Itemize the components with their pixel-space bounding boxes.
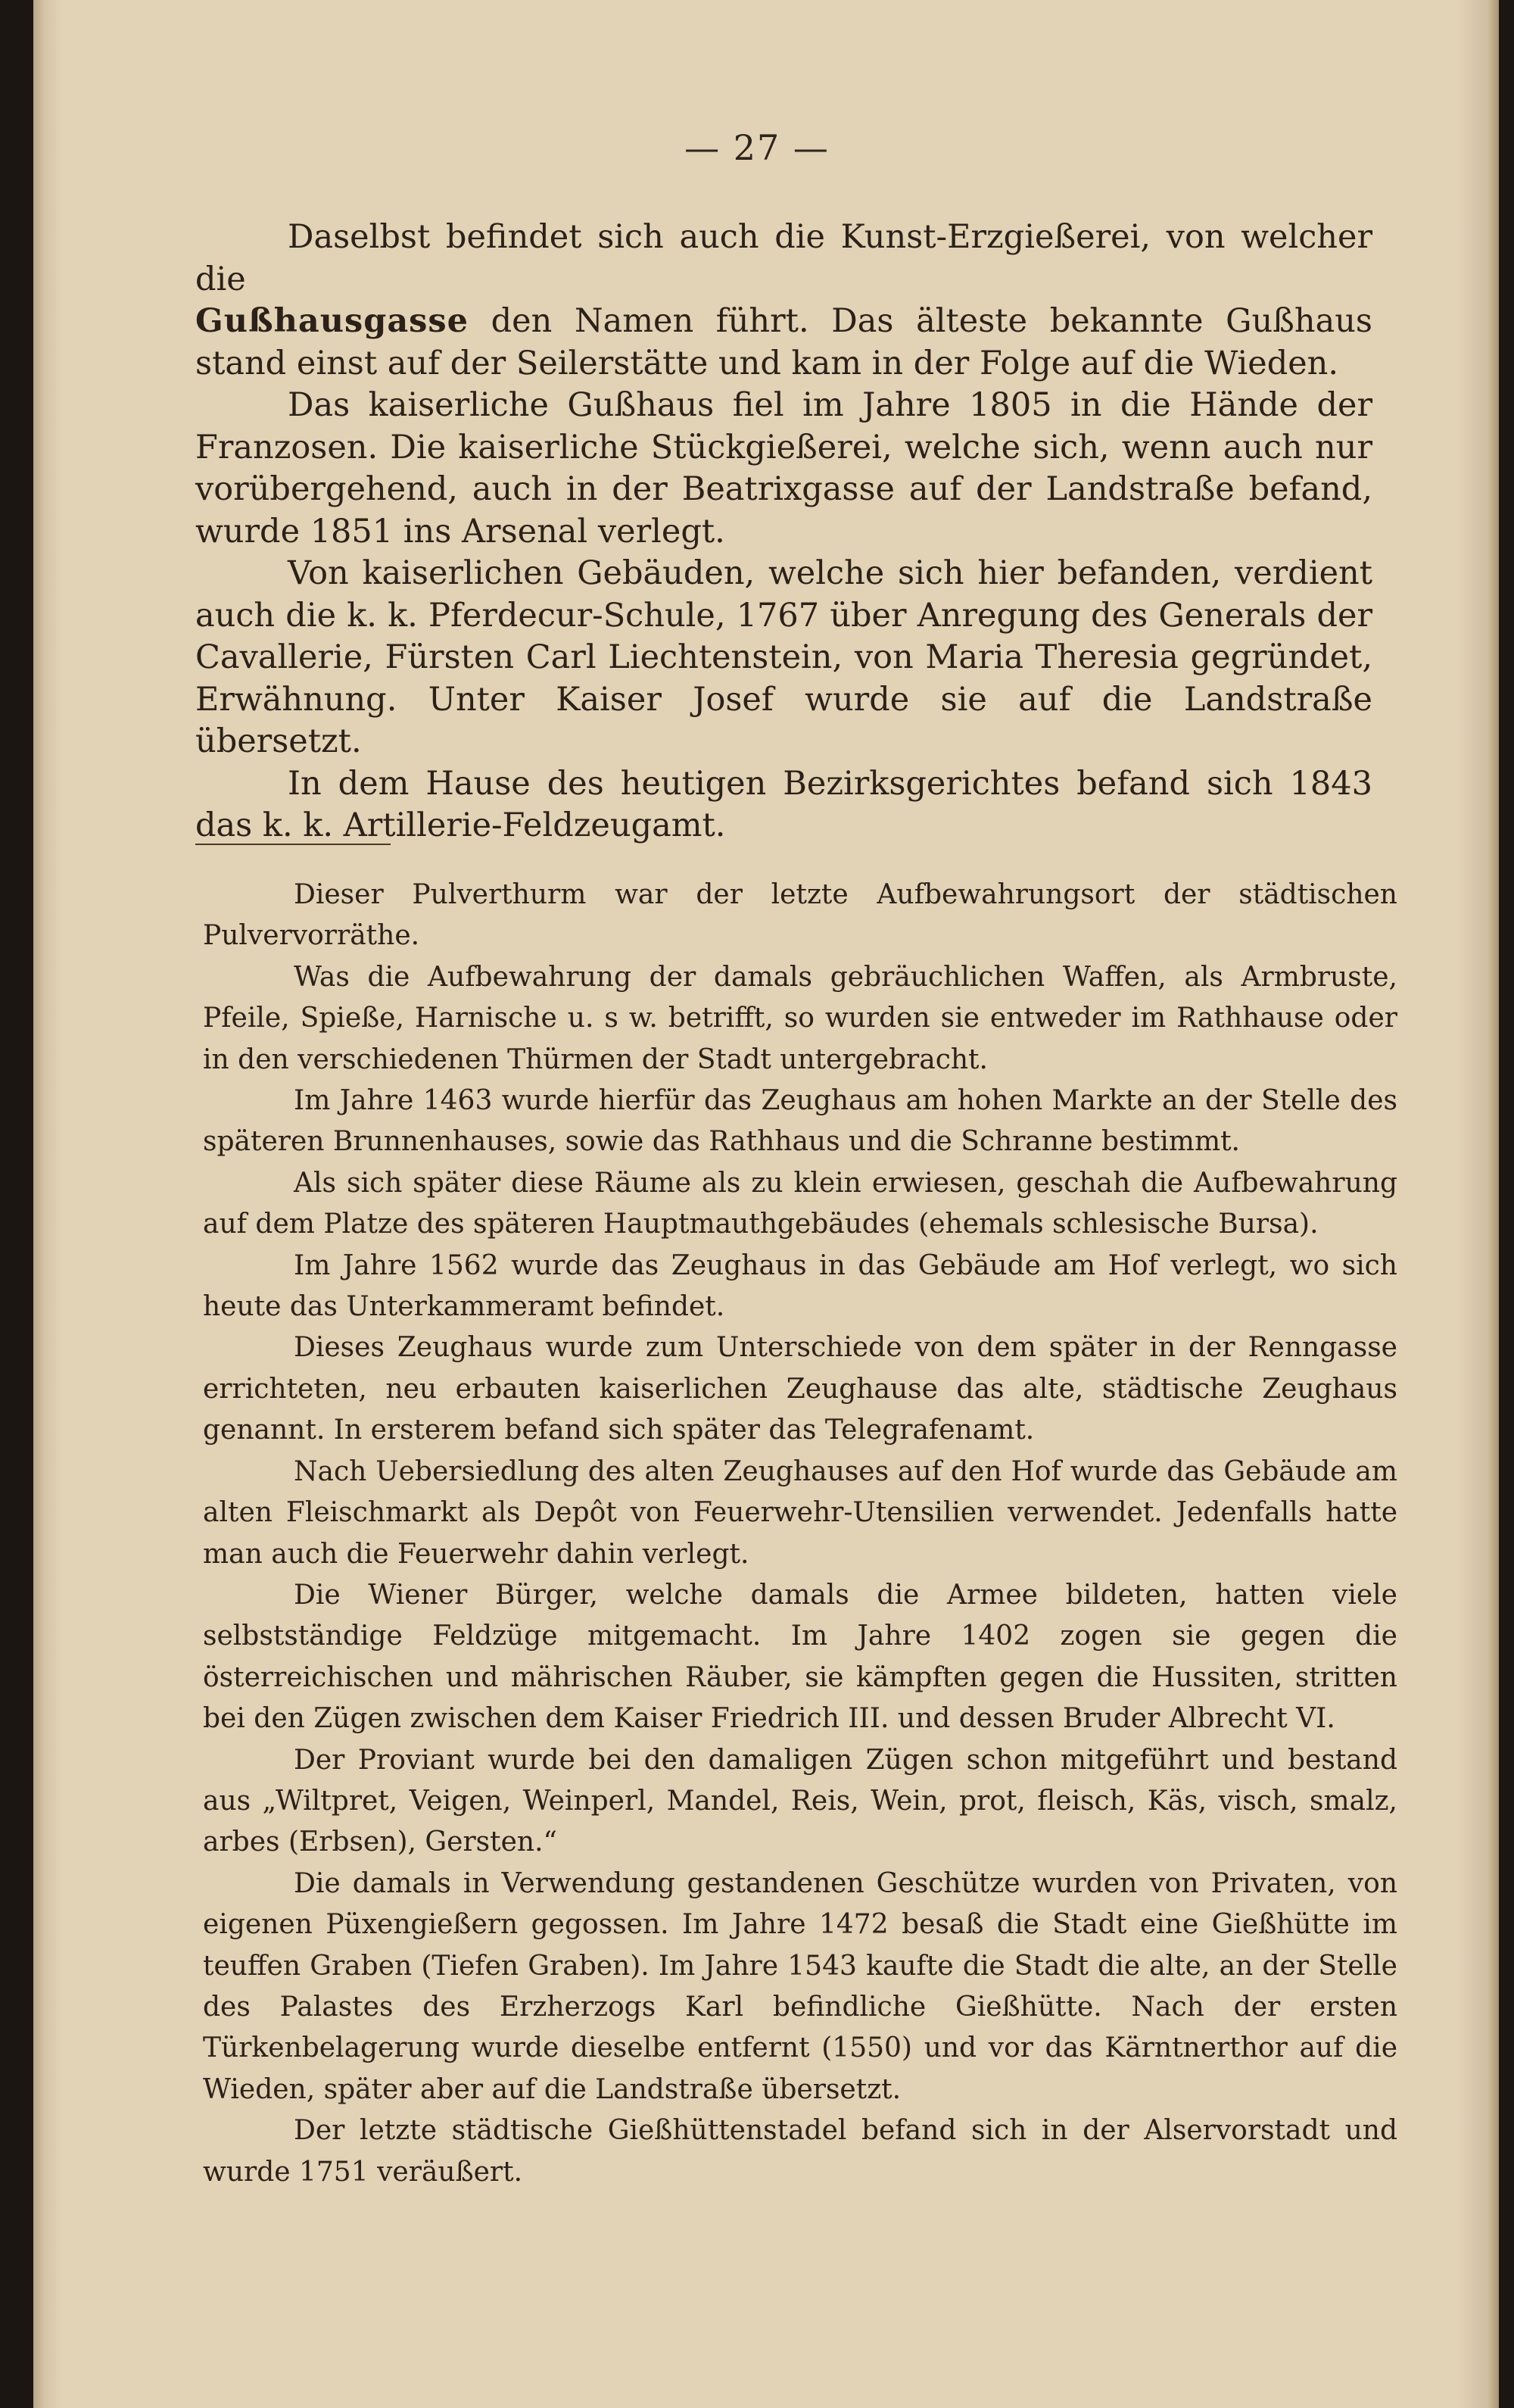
footnotes — [203, 875, 1397, 2193]
paragraph-1 — [195, 217, 1372, 385]
page-edge-left — [33, 0, 45, 2408]
paragraph-2: Das kaiserliche Gußhaus fiel im Jahre 1805 in die Hände der Franzosen. Die kaiserliche Stückgießerei, welche sich, wenn auch nur vorübergehend, auch in der Beatrixgasse auf der Landstraße befand, wurde 1851 ins Arsenal verlegt. — [195, 386, 1372, 551]
page-edge-right — [1487, 0, 1499, 2408]
page-number: — 27 — — [684, 127, 830, 168]
paragraph-1-end: den Namen führt. Das älteste bekannte Gußhaus stand einst auf der Seilerstätte und kam in der Folge auf die Wieden. — [195, 302, 1372, 382]
footnote-paragraph: Der letzte städtische Gießhüttenstadel befand sich in der Alservorstadt und wurde 1751 veräußert. — [203, 2115, 1397, 2188]
footnote-paragraph: Was die Aufbewahrung der damals gebräuchlichen Waffen, als Armbruste, Pfeile, Spieße, Harnische u. s w. betrifft, so wurden sie entweder im Rathhause oder in den verschiedenen Thürmen der Stadt untergebracht. — [203, 961, 1397, 1075]
paragraph-1-start: Daselbst befindet sich auch die Kunst-Erzgießerei, von welcher die — [195, 218, 1372, 298]
footnote-paragraph: Nach Uebersiedlung des alten Zeughauses auf den Hof wurde das Gebäude am alten Fleischmarkt als Depôt von Feuerwehr-Utensilien verwendet. Jedenfalls hatte man auch die Feuerwehr dahin verlegt. — [203, 1455, 1397, 1570]
paragraph-3: Von kaiserlichen Gebäuden, welche sich hier befanden, verdient auch die k. k. Pferdecur-Schule, 1767 über Anregung des Generals der Cavallerie, Fürsten Carl Liechtenstein, von Maria Theresia gegründet, Erwähnung. Unter Kaiser Josef wurde sie auf die Landstraße übersetzt. — [195, 554, 1372, 760]
footnote-paragraph: Die damals in Verwendung gestandenen Geschütze wurden von Privaten, von eigenen Püxengießern gegossen. Im Jahre 1472 besaß die Stadt eine Gießhütte im teuffen Graben (Tiefen Graben). Im Jahre 1543 kaufte die Stadt die alte, an der Stelle des Palastes des Erzherzogs Karl befindliche Gießhütte. Nach der ersten Türkenbelagerung wurde dieselbe entfernt (1550) und vor das Kärntnerthor auf die Wieden, später aber auf die Landstraße übersetzt. — [203, 1867, 1397, 2105]
bold-term: Gußhausgasse — [195, 302, 469, 340]
footnote-paragraph: Als sich später diese Räume als zu klein erwiesen, geschah die Aufbewahrung auf dem Platze des späteren Hauptmauthgebäudes (ehemals schlesische Bursa). — [203, 1167, 1397, 1240]
main-text — [195, 217, 1372, 847]
footnote-paragraph: Dieser Pulverthurm war der letzte Aufbewahrungsort der städtischen Pulvervorräthe. — [203, 879, 1397, 952]
footnote-paragraph: Im Jahre 1562 wurde das Zeughaus in das Gebäude am Hof verlegt, wo sich heute das Unterkammeramt befindet. — [203, 1249, 1397, 1323]
footnote-paragraph: Im Jahre 1463 wurde hierfür das Zeughaus am hohen Markte an der Stelle des späteren Brunnenhauses, sowie das Rathhaus und die Schranne bestimmt. — [203, 1085, 1397, 1158]
footnote-paragraph: Die Wiener Bürger, welche damals die Armee bildeten, hatten viele selbstständige Feldzüge mitgemacht. Im Jahre 1402 zogen sie gegen die österreichischen und mährischen Räuber, sie kämpften gegen die Hussiten, stritten bei den Zügen zwischen dem Kaiser Friedrich III. und dessen Bruder Albrecht VI. — [203, 1579, 1397, 1735]
footnote-divider — [195, 844, 391, 845]
paragraph-4: In dem Hause des heutigen Bezirksgerichtes befand sich 1843 das k. k. Artillerie-Feldzeugamt. — [195, 764, 1372, 844]
footnote-paragraph: Der Proviant wurde bei den damaligen Zügen schon mitgeführt und bestand aus „Wiltpret, Veigen, Weinperl, Mandel, Reis, Wein, prot, fleisch, Käs, visch, smalz, arbes (Erbsen), Gersten.“ — [203, 1744, 1397, 1858]
footnote-paragraph: Dieses Zeughaus wurde zum Unterschiede von dem später in der Renngasse errichteten, neu erbauten kaiserlichen Zeughause das alte, städtische Zeughaus genannt. In ersterem befand sich später das Telegrafenamt. — [203, 1332, 1397, 1446]
